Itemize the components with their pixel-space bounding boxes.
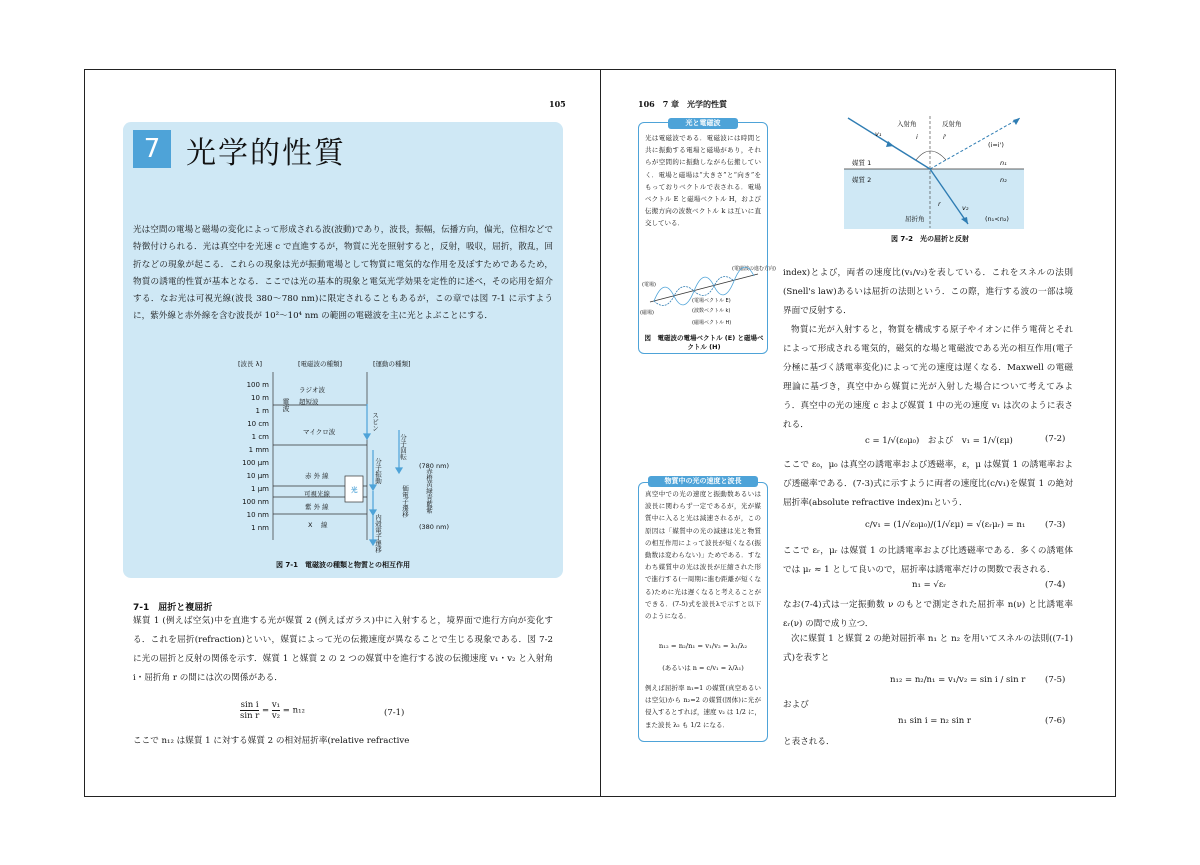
- fig2-incident: 入射角: [897, 120, 917, 128]
- fig1-scale-tick: 10 m: [251, 394, 269, 402]
- equation-7-1-number: (7-1): [384, 708, 405, 718]
- running-header-right: 106 7 章 光学的性質: [638, 99, 728, 109]
- equation-7-2-number: (7-2): [1045, 434, 1066, 444]
- fig1-val-elec: 価電子遷移: [401, 485, 409, 518]
- fig1-mol-rot: 分子回転: [399, 434, 407, 460]
- figure-7-2: [830, 106, 1030, 234]
- fig1-scale-tick: 1 nm: [251, 524, 269, 532]
- fig1-scale-tick: 10 μm: [246, 472, 269, 480]
- fig1-xray: X 線: [308, 521, 328, 529]
- equation-7-2: c = 1/√(ε₀μ₀) および v₁ = 1/√(εμ): [865, 436, 1013, 446]
- equation-7-3: c/v₁ = (1/√ε₀μ₀)/(1/√εμ) = √(εᵣμᵣ) = n₁: [865, 520, 1026, 530]
- em-wave-figure-caption: 図 電磁波の電場ベクトル (E) と磁場ベクトル (H): [644, 334, 764, 351]
- em-fig-label-hfield: (磁場): [640, 310, 654, 316]
- fig2-reflect: 反射角: [942, 120, 962, 128]
- fig1-col-wavelength: [波長 λ]: [238, 360, 262, 368]
- fig1-light: 光: [351, 486, 358, 494]
- fig2-v2: v₂: [962, 204, 969, 212]
- fig1-visible: 可視光線: [304, 490, 330, 498]
- fig1-radio: ラジオ波: [299, 386, 325, 394]
- chapter-number: 7: [133, 130, 171, 168]
- fig2-refract: 屈折角: [905, 215, 925, 223]
- fig1-scale-tick: 100 nm: [242, 498, 269, 506]
- equation-7-5: n₁₂ = n₂/n₁ = v₁/v₂ = sin i / sin r: [890, 675, 1026, 685]
- fig2-v1: v₁: [875, 130, 882, 138]
- sidebox-2-text: 真空中での光の速度と振動数あるいは波長に関わらず一定であるが，光が媒質中に入ると光は減速されるが，この原因は「媒質中の光の減速は光と物質の相互作用によって波長が短くなる(振動数は変わらない)」ためである．すなわち媒質中の光は波長が圧縮された形で進行する(一周期に進む距離が短くなる)ために光は遅くなると考えることができる．(7-5)式を波長λで示すと以下のようになる．: [645, 490, 761, 621]
- fig1-scale-tick: 1 μm: [251, 485, 269, 493]
- paragraph-2: ここで n₁₂ は媒質 1 に対する媒質 2 の相対屈折率(relative refractive: [133, 736, 410, 746]
- em-fig-label-hvec: (磁場ベクトル H): [692, 320, 732, 326]
- paragraph-4: 物質に光が入射すると，物質を構成する原子やイオンに伴う電荷とそれによって形成される電気的，磁気的な場と電磁波である光の相互作用(電子分極に基づく誘電率変化)によって光の速度は遅くなる．Maxwell の電磁理論に基づき，真空中から媒質に光が入射した場合について考えてみよう．真空中の光の速度 c および媒質 1 中の光の速度 v₁ は次のように表される．: [783, 325, 1073, 430]
- eq71-mid-num: v₁: [271, 700, 281, 710]
- sidebox-1-text: 光は電磁波である．電磁波には時間と共に振動する電場と磁場があり，それらが空間的に振動しながら伝搬していく．電場と磁場は“大きさ”と“向き”をもっておりベクトルで表される．電場ベクトル E と磁場ベクトル H，および伝搬方向の波数ベクトル k は互いに直交している．: [645, 134, 761, 228]
- eq71-mid-den: v₂: [271, 711, 281, 721]
- sidebox-2-text-2: 例えば屈折率 n₁=1 の媒質(真空あるいは空気)から n₂=2 の媒質(固体)に光が侵入するとすれば，速度 v₂ は 1/2 に，また波長 λ₂ も 1/2 になる．: [645, 684, 762, 729]
- fig1-scale-tick: 1 m: [255, 407, 269, 415]
- fig1-visible-range: 赤橙黄緑青藍紫: [425, 468, 433, 514]
- page-number-left: 105: [549, 99, 566, 109]
- equation-7-3-number: (7-3): [1045, 520, 1066, 530]
- fig2-cond1: (i=i'): [988, 141, 1004, 149]
- fig1-mol-vib: 分子振動: [374, 458, 382, 484]
- fig1-780nm: (780 nm): [419, 462, 449, 470]
- fig1-scale-tick: 1 cm: [251, 433, 269, 441]
- eq71-lhs-num: sin i: [240, 700, 259, 710]
- oyobi-text: および: [783, 700, 809, 710]
- figure-7-1: [123, 350, 563, 575]
- em-fig-label-dir: (電磁波の進む方向): [732, 266, 776, 272]
- fig2-n2: n₂: [1000, 176, 1007, 184]
- ending-text: と表される．: [783, 737, 835, 747]
- chapter-intro: 光は空間の電場と磁場の変化によって形成される波(波動)であり，波長，振幅，伝播方向，偏光，位相などで特徴付けられる．光は真空中を光速 c で直進するが，物質に光を照射すると，反射，吸収，屈折，散乱，回折などの現象が起こる．これらの現象は光が振動電場として物質に電気的な作用を及ぼすためであるため，物質の誘電的性質が基本となる．ここでは光の基本的現象と電気光学効果を定性的に述べ，その応用を紹介する．なお光は可視光線(波長 380～780 nm)に限定されることもあるが，この章では図 7-1 に示すように，紫外線と赤外線を含む波長が 10²～10⁴ nm の範囲の電磁波を主に光とよぶことにする．: [133, 225, 553, 322]
- equation-7-6: n₁ sin i = n₂ sin r: [898, 716, 971, 726]
- paragraph-1: 媒質 1 (例えば空気)中を直進する光が媒質 2 (例えばガラス)中に入射すると，境界面で進行方向が変化する．これを屈折(refraction)といい，媒質によって光の伝搬速度が異なることで生じる現象である．図 7-2 に光の屈折と反射の関係を示す．媒質 1 と媒質 2 の 2 つの媒質中を進行する波の伝搬速度 v₁・v₂ と入射角 i・屈折角 r の間には次の関係がある．: [133, 616, 553, 683]
- sidebox-2-equation: n₁₂ = n₂/n₁ = v₁/v₂ = λ₁/λ₂: [658, 642, 748, 650]
- eq71-lhs-den: sin r: [240, 711, 260, 721]
- fig1-ultrashort: 超短波: [299, 398, 319, 406]
- equation-7-5-number: (7-5): [1045, 675, 1066, 685]
- fig1-spin: スピン: [371, 412, 379, 432]
- fig2-medium2: 媒質 2: [852, 176, 872, 184]
- fig1-scale-tick: 1 mm: [248, 446, 269, 454]
- paragraph-7: なお(7-4)式は一定振動数 ν のもとで測定された屈折率 n(ν) と比誘電率 εᵣ(ν) の間で成り立つ．: [783, 600, 1073, 629]
- equation-7-4-number: (7-4): [1045, 580, 1066, 590]
- figure-7-1-caption: 図 7-1 電磁波の種類と物質との相互作用: [275, 561, 411, 569]
- section-title: 7-1 屈折と複屈折: [133, 603, 213, 613]
- equation-7-4: n₁ = √εᵣ: [912, 580, 947, 590]
- fig1-380nm: (380 nm): [419, 523, 449, 531]
- figure-7-2-caption: 図 7-2 光の屈折と反射: [890, 235, 970, 243]
- fig2-i: i: [916, 133, 918, 141]
- fig1-scale-tick: 100 μm: [242, 459, 269, 467]
- fig1-col-type: [電磁波の種類]: [298, 360, 343, 368]
- fig1-scale-tick: 10 cm: [247, 420, 269, 428]
- fig1-infrared: 赤 外 線: [305, 472, 329, 480]
- fig1-ultraviolet: 紫 外 線: [305, 503, 329, 511]
- fig1-microwave: マイクロ波: [303, 428, 336, 436]
- fig2-cond2: (n₁<n₂): [985, 215, 1009, 223]
- chapter-title: 光学的性質: [186, 136, 346, 171]
- fig2-n1: n₁: [1000, 159, 1007, 167]
- em-fig-label-evec: (電場ベクトル E): [692, 298, 731, 304]
- paragraph-8: 次に媒質 1 と媒質 2 の絶対屈折率 n₁ と n₂ を用いてスネルの法則((7-1)式)を表すと: [783, 634, 1073, 663]
- paragraph-5: ここで ε₀，μ₀ は真空の誘電率および透磁率，ε，μ は媒質 1 の誘電率および透磁率である．(7-3)式に示すように両者の速度比(c/v₁)を媒質 1 の絶対屈折率(absolute refractive index)n₁という．: [783, 460, 1073, 508]
- em-fig-label-kvec: (波数ベクトル k): [692, 308, 731, 314]
- fig2-medium1: 媒質 1: [852, 159, 872, 167]
- fig1-inner-elec: 内殻電子遷移: [374, 514, 382, 553]
- fig1-denpa: 電波: [282, 398, 290, 412]
- fig1-scale-tick: 10 nm: [246, 511, 269, 519]
- paragraph-6: ここで εᵣ，μᵣ は媒質 1 の比誘電率および比透磁率である．多くの誘電体では μᵣ ≈ 1 として良いので，屈折率は誘電率だけの関数で表される．: [783, 546, 1073, 575]
- fig2-i-prime: i': [943, 133, 947, 141]
- sidebox-2-title: 物質中の光の速度と波長: [648, 476, 758, 487]
- fig1-scale-tick: 100 m: [246, 381, 269, 389]
- paragraph-3: index)とよび，両者の速度比(v₁/v₂)を表している．これをスネルの法則(Snell's law)あるいは屈折の法則という．この際，進行する波の一部は境界面で反射する．: [783, 268, 1073, 316]
- equation-7-6-number: (7-6): [1045, 716, 1066, 726]
- fig2-r: r: [938, 200, 941, 208]
- sidebox-2-equation-alt: (あるいは n = c/v₁ = λ/λ₁): [662, 664, 744, 672]
- eq71-rhs: = n₁₂: [282, 705, 305, 716]
- em-fig-label-efield: (電場): [642, 282, 656, 288]
- em-wave-figure: [640, 262, 776, 332]
- fig1-col-motion: [運動の種類]: [373, 360, 411, 368]
- page-gutter: [600, 69, 601, 797]
- equation-7-1: $\frac{\text{sin i}}{\text{sin r}}$ = $\frac{\text{v₁}}{\text{v₂}}$ = n₁₂: [240, 700, 305, 721]
- sidebox-1-title: 光と電磁波: [668, 118, 738, 129]
